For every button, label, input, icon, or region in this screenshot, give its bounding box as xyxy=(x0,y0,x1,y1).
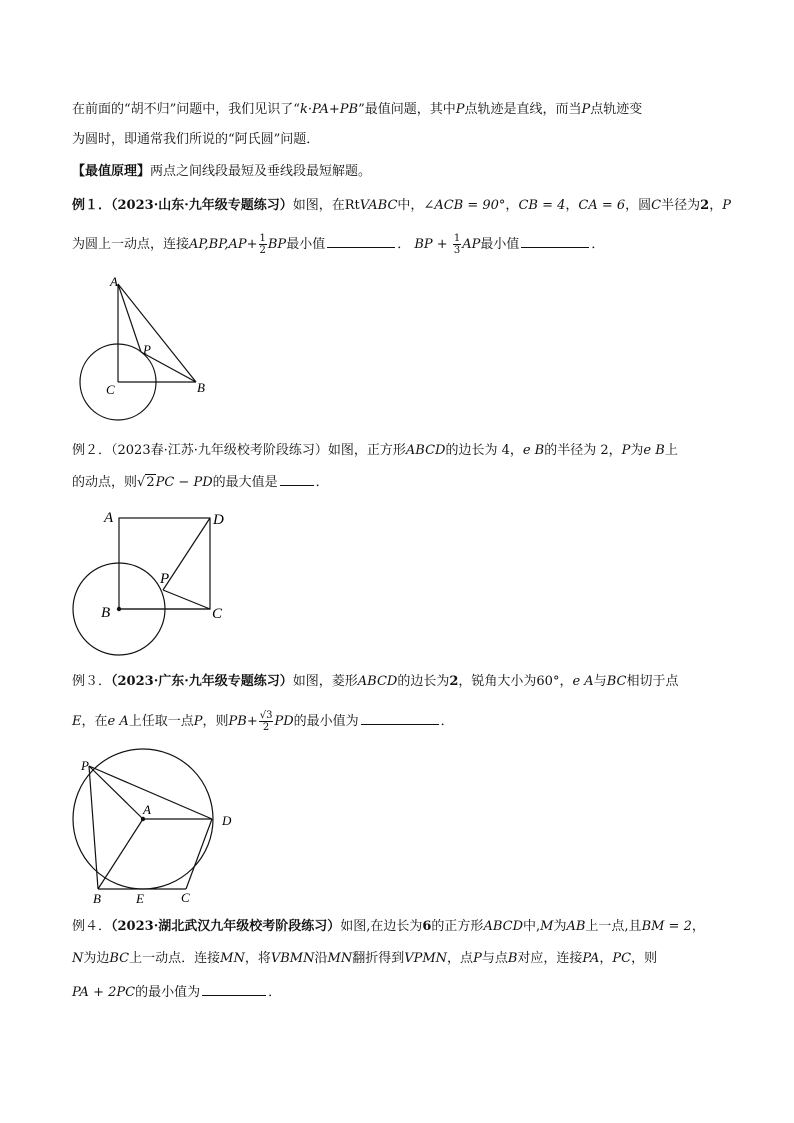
fraction-half: $\frac{1}{2}$ xyxy=(259,233,266,256)
label-C: C xyxy=(212,606,223,622)
answer-blank-2 xyxy=(521,235,589,248)
label-A: A xyxy=(110,274,118,289)
label-P: P xyxy=(81,758,89,773)
intro-line-1: 在前面的“胡不归”问题中，我们见识了“k·PA+PB”最值问题，其中P点轨迹是直线，而当P点轨迹变 xyxy=(72,102,643,117)
figure-ex3 xyxy=(64,752,254,912)
label-B: B xyxy=(93,891,101,906)
formula: k·PA+PB xyxy=(299,102,359,117)
ex4-label: 例４． xyxy=(72,919,112,934)
label-B: B xyxy=(197,380,205,395)
ex2-line-1: 例２．（2023春·江苏·九年级校考阶段练习）如图，正方形ABCD的边长为 4，e B的半径为 2，P为e B上 xyxy=(72,443,678,458)
ex3-line-1: 例３．（2023·广东·九年级专题练习）如图，菱形ABCD的边长为2，锐角大小为60°，e A与BC相切于点 xyxy=(72,674,679,689)
label-D: D xyxy=(222,813,232,828)
figure-ex1 xyxy=(70,272,220,432)
label-E: E xyxy=(136,891,144,906)
label-C: C xyxy=(106,382,115,397)
ex1-line-1: 例１．（2023·山东·九年级专题练习）如图，在RtVABC中，∠ACB = 90°，CB = 4，CA = 6，圆C半径为2，P xyxy=(72,198,731,213)
label-A: A xyxy=(104,510,114,526)
ex1-line-2: 为圆上一动点，连接AP,BP,AP+ $\frac{1}{2}$ BP最小值 ． BP + $\frac{1}{3}$ AP最小值 ． xyxy=(72,233,605,256)
ex4-line-3: PA + 2PC的最小值为 ． xyxy=(72,985,282,1000)
label-D: D xyxy=(213,512,224,528)
answer-blank-3 xyxy=(280,473,314,486)
label-P: P xyxy=(160,571,170,587)
label-C: C xyxy=(181,890,190,905)
principle: 【最值原理】两点之间线段最短及垂线段最短解题。 xyxy=(72,164,372,179)
label-A: A xyxy=(143,802,151,817)
ex3-line-2: E，在e A上任取一点P，则PB+ $\frac{√3}{2}$ PD的最小值为 ． xyxy=(72,710,454,733)
answer-blank-4 xyxy=(361,712,439,725)
ex2-line-2: 的动点，则√2PC − PD的最大值是 ． xyxy=(72,475,329,490)
ex4-line-2: N为边BC上一动点．连接MN，将VBMN沿MN翻折得到VPMN，点P与点B对应，连接PA，PC，则 xyxy=(72,951,658,966)
ex1-label: 例１． xyxy=(72,198,112,213)
ex2-label: 例２． xyxy=(72,443,112,458)
sqrt-2: √2 xyxy=(137,475,155,490)
principle-head: 【最值原理】 xyxy=(72,164,151,179)
fraction-third: $\frac{1}{3}$ xyxy=(453,233,461,256)
ex3-label: 例３． xyxy=(72,674,112,689)
answer-blank-5 xyxy=(202,983,266,996)
fraction-sqrt3-over-2: $\frac{√3}{2}$ xyxy=(259,710,273,733)
ex4-line-1: 例４．（2023·湖北武汉九年级校考阶段练习）如图,在边长为6的正方形ABCD中,M为AB上一点,且BM = 2， xyxy=(72,919,705,934)
label-P: P xyxy=(143,342,151,357)
intro-line-2: 为圆时，即通常我们所说的“阿氏圆”问题． xyxy=(72,132,320,147)
figure-ex2 xyxy=(66,508,236,658)
answer-blank-1 xyxy=(327,235,395,248)
label-B: B xyxy=(101,605,111,621)
